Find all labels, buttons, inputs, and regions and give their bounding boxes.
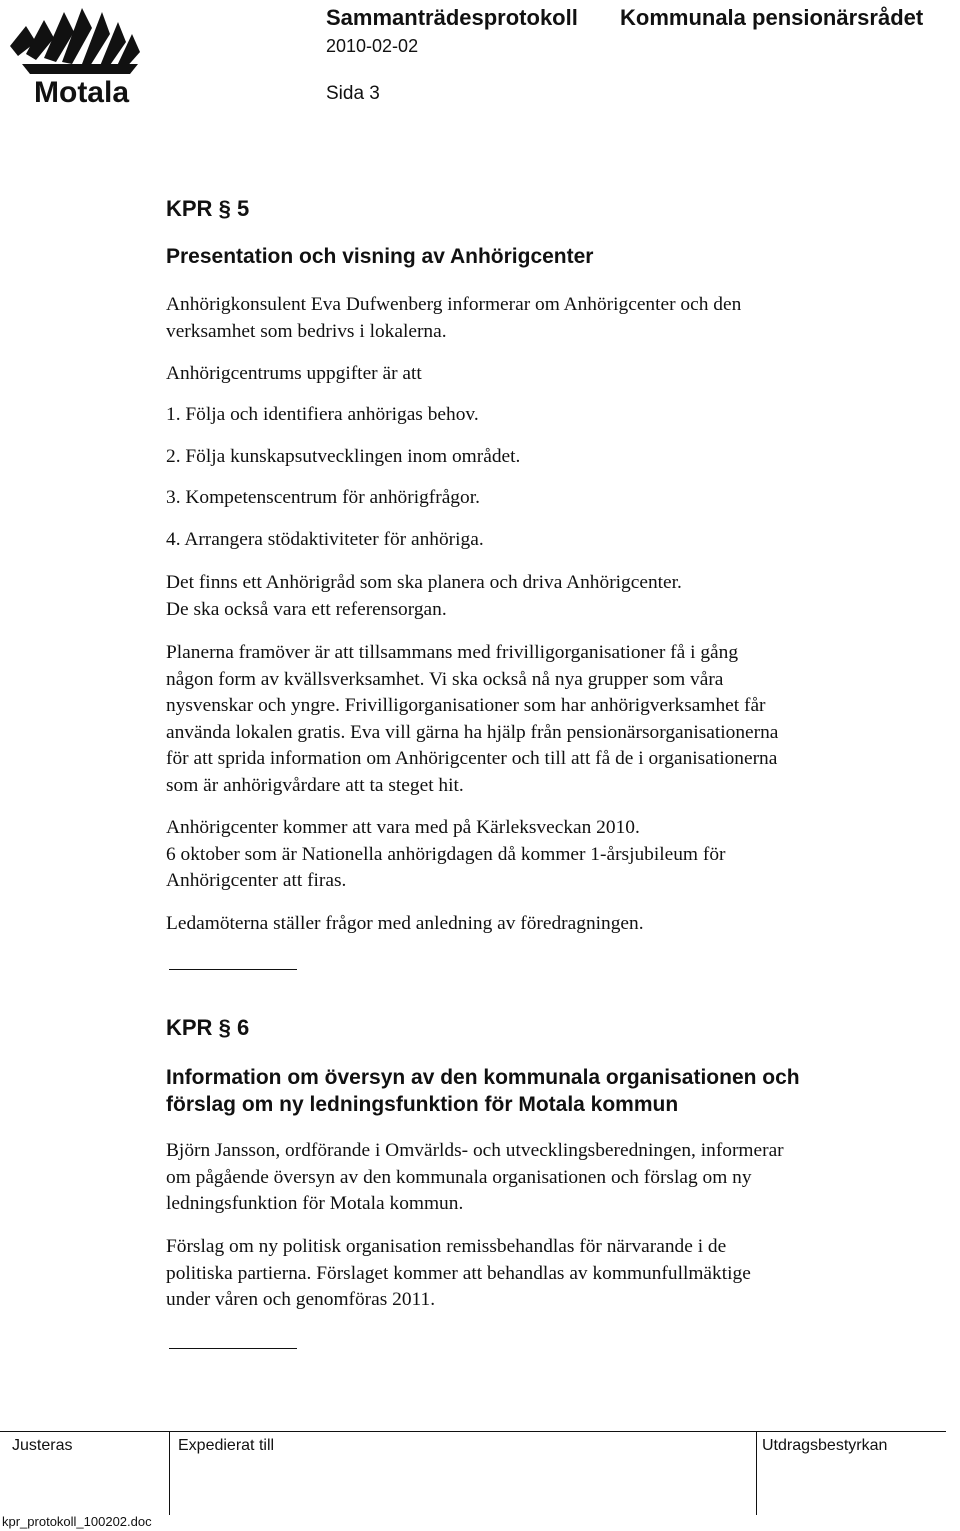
crown-icon — [10, 8, 140, 74]
text-line: politiska partierna. Förslaget kommer att behandlas av kommunfullmäktige — [166, 1262, 751, 1284]
text-line: Anhörigcenter att firas. — [166, 870, 347, 892]
footer-divider — [756, 1431, 757, 1515]
footer-divider — [169, 1431, 170, 1515]
section-number: 5 — [236, 196, 250, 221]
section-code: KPR — [166, 1015, 213, 1040]
paragraph — [166, 292, 926, 345]
paragraph — [166, 911, 926, 938]
text-line: 4. Arrangera stödaktiviteter för anhöriga. — [166, 529, 484, 550]
page-number: Sida 3 — [326, 83, 380, 104]
footer-justeras-label: Justeras — [12, 1437, 73, 1454]
logo-wordmark: Motala — [34, 76, 130, 106]
title-line: Presentation och visning av Anhörigcenter — [166, 245, 594, 268]
text-line: Planerna framöver är att tillsammans med frivilligorganisationer få i gång — [166, 642, 739, 663]
paragraph — [166, 1234, 926, 1314]
footer-filename: kpr_protokoll_100202.doc — [2, 1514, 152, 1529]
section-divider — [169, 1348, 297, 1349]
section-divider — [169, 969, 297, 970]
section-number: 6 — [236, 1015, 250, 1040]
section-heading-kpr-6 — [166, 1015, 249, 1041]
text-line: någon form av kvällsverksamhet. Vi ska också nå nya grupper som våra — [166, 668, 724, 690]
text-line: Anhörigkonsulent Eva Dufwenberg informerar om Anhörigcenter och den — [166, 294, 742, 315]
text-line: Anhörigcenter kommer att vara med på Kärleksveckan 2010. — [166, 817, 640, 838]
footer-utdragsbestyrkan-label: Utdragsbestyrkan — [762, 1437, 888, 1454]
text-line: använda lokalen gratis. Eva vill gärna ha hjälp från pensionärsorganisationerna — [166, 721, 779, 743]
footer-expedierat-label: Expedierat till — [178, 1437, 275, 1454]
list-item — [166, 485, 926, 512]
paragraph — [166, 361, 926, 388]
list-item — [166, 527, 926, 554]
organization-name: Kommunala pensionärsrådet — [620, 5, 924, 30]
paragraph — [166, 1138, 926, 1218]
document-date: 2010-02-02 — [326, 36, 419, 56]
text-line: Björn Jansson, ordförande i Omvärlds- och utvecklingsberedningen, informerar — [166, 1140, 784, 1161]
text-line: Anhörigcentrums uppgifter är att — [166, 363, 422, 384]
text-line: om pågående översyn av den kommunala organisationen och förslag om ny — [166, 1166, 752, 1188]
text-line: för att sprida information om Anhörigcenter och till att få de i organisationerna — [166, 748, 778, 770]
title-line: Information om översyn av den kommunala organisationen och — [166, 1066, 800, 1089]
text-line: Det finns ett Anhörigråd som ska planera och driva Anhörigcenter. — [166, 572, 682, 593]
text-line: 1. Följa och identifiera anhörigas behov. — [166, 404, 479, 425]
list-item — [166, 402, 926, 429]
text-line: som är anhörigvårdare att ta steget hit. — [166, 774, 464, 796]
motala-logo — [6, 4, 156, 106]
document-type: Sammanträdesprotokoll — [326, 5, 578, 30]
paragraph — [166, 570, 926, 623]
text-line: nysvenskar och yngre. Frivilligorganisationer som har anhörigverksamhet får — [166, 695, 766, 717]
text-line: ledningsfunktion för Motala kommun. — [166, 1193, 464, 1215]
section-heading-kpr-5 — [166, 196, 249, 222]
section-title — [166, 1064, 800, 1118]
text-line: under våren och genomföras 2011. — [166, 1289, 436, 1311]
paragraph — [166, 640, 926, 800]
list-item — [166, 444, 926, 471]
text-line: verksamhet som bedrivs i lokalerna. — [166, 320, 447, 342]
section-title — [166, 243, 593, 270]
paragraph — [166, 815, 926, 895]
title-line: förslag om ny ledningsfunktion för Motala kommun — [166, 1093, 679, 1116]
text-line: 2. Följa kunskapsutvecklingen inom området. — [166, 446, 521, 467]
paragraph-sign: § — [218, 1015, 231, 1040]
paragraph-sign: § — [218, 196, 231, 221]
text-line: 3. Kompetenscentrum för anhörigfrågor. — [166, 487, 480, 508]
text-line: Förslag om ny politisk organisation remissbehandlas för närvarande i de — [166, 1236, 727, 1257]
section-code: KPR — [166, 196, 213, 221]
text-line: De ska också vara ett referensorgan. — [166, 598, 447, 620]
footer-rule — [0, 1431, 946, 1432]
text-line: Ledamöterna ställer frågor med anledning av föredragningen. — [166, 913, 644, 934]
text-line: 6 oktober som är Nationella anhörigdagen då kommer 1-årsjubileum för — [166, 843, 726, 865]
